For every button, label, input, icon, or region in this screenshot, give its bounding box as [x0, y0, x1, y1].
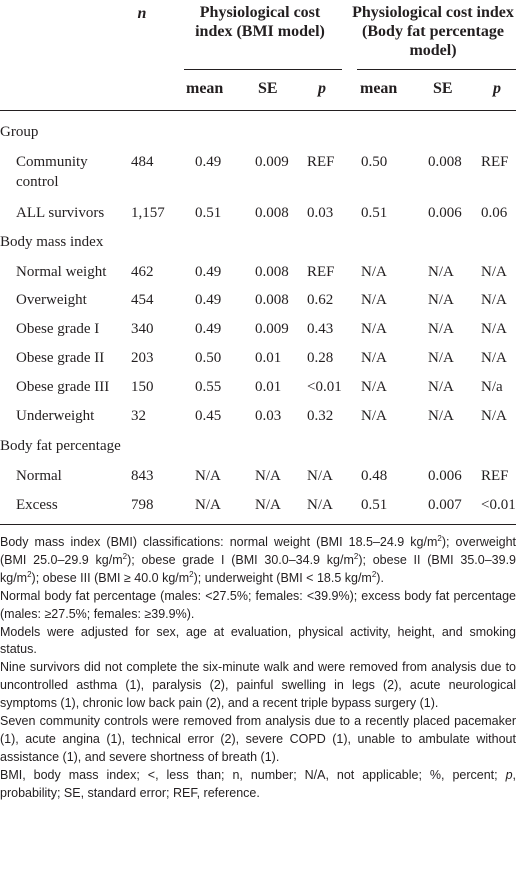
cell-bmi-mean: 0.45 [195, 408, 222, 424]
footnote-body-fat: Normal body fat percentage (males: <27.5%; females: <39.9%); excess body fat percentage (males: ≥27.5%; females: ≥39.9%). [0, 588, 516, 621]
header-bottom-rule [0, 110, 516, 111]
cell-bf-mean: N/A [361, 292, 387, 308]
cell-bmi-mean: N/A [195, 468, 221, 484]
superscript: 2 [189, 569, 194, 579]
cell-n: 32 [131, 408, 146, 424]
group-heading: Body fat percentage [0, 438, 121, 454]
cell-bmi-p: 0.32 [307, 408, 334, 424]
cell-n: 484 [131, 154, 154, 170]
cell-bmi-mean: 0.49 [195, 292, 222, 308]
cell-bf-mean: N/A [361, 379, 387, 395]
row-label: Underweight [16, 408, 95, 424]
cell-n: 150 [131, 379, 154, 395]
cell-bf-se: 0.006 [428, 205, 462, 221]
superscript: 2 [27, 569, 32, 579]
cell-bmi-se: 0.009 [255, 154, 289, 170]
header-n: n [137, 5, 147, 22]
header-rule-bf [357, 69, 516, 70]
cell-bf-mean: 0.51 [361, 205, 388, 221]
cell-bmi-mean: 0.49 [195, 154, 222, 170]
row-label: Obese grade II [16, 350, 105, 366]
cell-bf-p: N/A [481, 292, 507, 308]
cell-bmi-mean: 0.50 [195, 350, 222, 366]
cell-bmi-p: REF [307, 264, 335, 280]
cell-bf-p: REF [481, 468, 509, 484]
cell-bmi-p: 0.62 [307, 292, 334, 308]
footnote-text: ); obese grade I (BMI 30.0–34.9 kg/m [127, 552, 354, 567]
cell-bmi-se: 0.03 [255, 408, 282, 424]
cell-bmi-se: 0.008 [255, 205, 289, 221]
cell-bmi-p: 0.28 [307, 350, 334, 366]
cell-bf-p: N/a [481, 379, 503, 395]
group-heading: Body mass index [0, 234, 104, 250]
cell-n: 462 [131, 264, 154, 280]
cell-bmi-p: REF [307, 154, 335, 170]
cell-bf-p: 0.06 [481, 205, 508, 221]
cell-bf-p: <0.01 [481, 497, 516, 513]
footnote-text: ); overweight (BMI 25.0–29.9 kg/m [0, 535, 516, 567]
cell-bmi-se: N/A [255, 497, 281, 513]
cell-bmi-p: N/A [307, 468, 333, 484]
footnote-text: BMI, body mass index; <, less than; n, number; N/A, not applicable; %, percent; [0, 767, 506, 782]
cell-bf-se: N/A [428, 264, 454, 280]
cell-bf-se: N/A [428, 292, 454, 308]
cell-bf-mean: N/A [361, 350, 387, 366]
row-label: Obese grade I [16, 321, 100, 337]
cell-bf-p: N/A [481, 264, 507, 280]
row-label: Normal weight [16, 264, 107, 280]
row-label: Obese grade III [16, 379, 110, 395]
cell-bf-se: N/A [428, 379, 454, 395]
cell-bf-mean: N/A [361, 408, 387, 424]
cell-bmi-p: 0.03 [307, 205, 334, 221]
footnote-text: ); obese III (BMI ≥ 40.0 kg/m [31, 570, 190, 585]
cell-bf-mean: N/A [361, 264, 387, 280]
cell-bf-mean: 0.51 [361, 497, 388, 513]
cell-bmi-mean: 0.55 [195, 379, 222, 395]
footnote-text: Body mass index (BMI) classifications: normal weight (BMI 18.5–24.9 kg/m [0, 535, 438, 549]
cell-n: 340 [131, 321, 154, 337]
subheader-bf-p: p [493, 80, 501, 97]
row-label: Overweight [16, 292, 87, 308]
cell-bf-p: N/A [481, 321, 507, 337]
cell-bmi-p: <0.01 [307, 379, 342, 395]
footnote-text: , probability; SE, standard error; REF, reference. [0, 767, 516, 800]
cell-bf-se: N/A [428, 408, 454, 424]
superscript: 2 [437, 533, 442, 543]
cell-n: 1,157 [131, 205, 165, 221]
cell-n: 843 [131, 468, 154, 484]
header-bmi-model: Physiological cost index (BMI model) [195, 4, 325, 40]
cell-bf-p: REF [481, 154, 509, 170]
cell-bf-mean: N/A [361, 321, 387, 337]
cell-bmi-mean: N/A [195, 497, 221, 513]
cell-bf-se: N/A [428, 350, 454, 366]
superscript: 2 [371, 569, 377, 579]
superscript: 2 [353, 551, 359, 561]
cell-n: 203 [131, 350, 154, 366]
table-footnotes [0, 534, 516, 803]
footnote-text: ). [376, 570, 384, 585]
cell-bf-p: N/A [481, 350, 507, 366]
subheader-bf-mean: mean [360, 80, 398, 97]
cell-bf-mean: 0.50 [361, 154, 388, 170]
footnote-text: ); underweight (BMI < 18.5 kg/m [193, 570, 372, 585]
cell-bf-p: N/A [481, 408, 507, 424]
cell-bf-se: 0.006 [428, 468, 462, 484]
row-label: Normal [16, 468, 62, 484]
footnote-survivors-removed: Nine survivors did not complete the six-minute walk and were removed from analysis due to uncontrolled asthma (1), paralysis (2), painful swelling in legs (2), acute neurological symptoms (1), chronic low back pain (2), and a recent triple bypass surgery (1). [0, 660, 516, 711]
footnote-bmi-classifications [0, 534, 516, 588]
subheader-bmi-se: SE [258, 80, 278, 97]
cell-bmi-se: N/A [255, 468, 281, 484]
cell-bmi-se: 0.008 [255, 292, 289, 308]
header-rule-bmi [184, 69, 342, 70]
footnote-italic: p [505, 767, 513, 782]
superscript: 2 [122, 551, 128, 561]
cell-n: 798 [131, 497, 154, 513]
cell-bf-se: N/A [428, 321, 454, 337]
footnote-abbreviations [0, 767, 516, 803]
table-bottom-rule [0, 524, 516, 525]
cell-bmi-mean: 0.51 [195, 205, 222, 221]
cell-bmi-se: 0.009 [255, 321, 289, 337]
cell-bf-se: 0.007 [428, 497, 462, 513]
subheader-bf-se: SE [433, 80, 453, 97]
cell-bmi-mean: 0.49 [195, 264, 222, 280]
cell-bf-se: 0.008 [428, 154, 462, 170]
cell-bmi-p: N/A [307, 497, 333, 513]
subheader-bmi-p: p [318, 80, 326, 97]
footnote-controls-removed: Seven community controls were removed from analysis due to a recently placed pacemaker (1), acute angina (1), technical error (2), severe COPD (1), unable to ambulate without assistance (1), and severe shortness of breath (1). [0, 714, 516, 764]
footnote-models: Models were adjusted for sex, age at evaluation, physical activity, height, and smoking status. [0, 624, 516, 657]
row-label: ALL survivors [16, 205, 105, 221]
cell-bmi-mean: 0.49 [195, 321, 222, 337]
row-label: Excess [16, 497, 58, 513]
row-label: Community control [16, 154, 88, 190]
header-bf-model: Physiological cost index (Body fat percentage model) [352, 4, 514, 59]
cell-n: 454 [131, 292, 154, 308]
footnote-text: ); obese II (BMI 35.0–39.9 kg/m [0, 552, 516, 585]
group-heading: Group [0, 124, 39, 140]
cell-bmi-p: 0.43 [307, 321, 334, 337]
cell-bmi-se: 0.008 [255, 264, 289, 280]
cell-bmi-se: 0.01 [255, 379, 282, 395]
cell-bf-mean: 0.48 [361, 468, 388, 484]
cell-bmi-se: 0.01 [255, 350, 282, 366]
subheader-bmi-mean: mean [186, 80, 224, 97]
